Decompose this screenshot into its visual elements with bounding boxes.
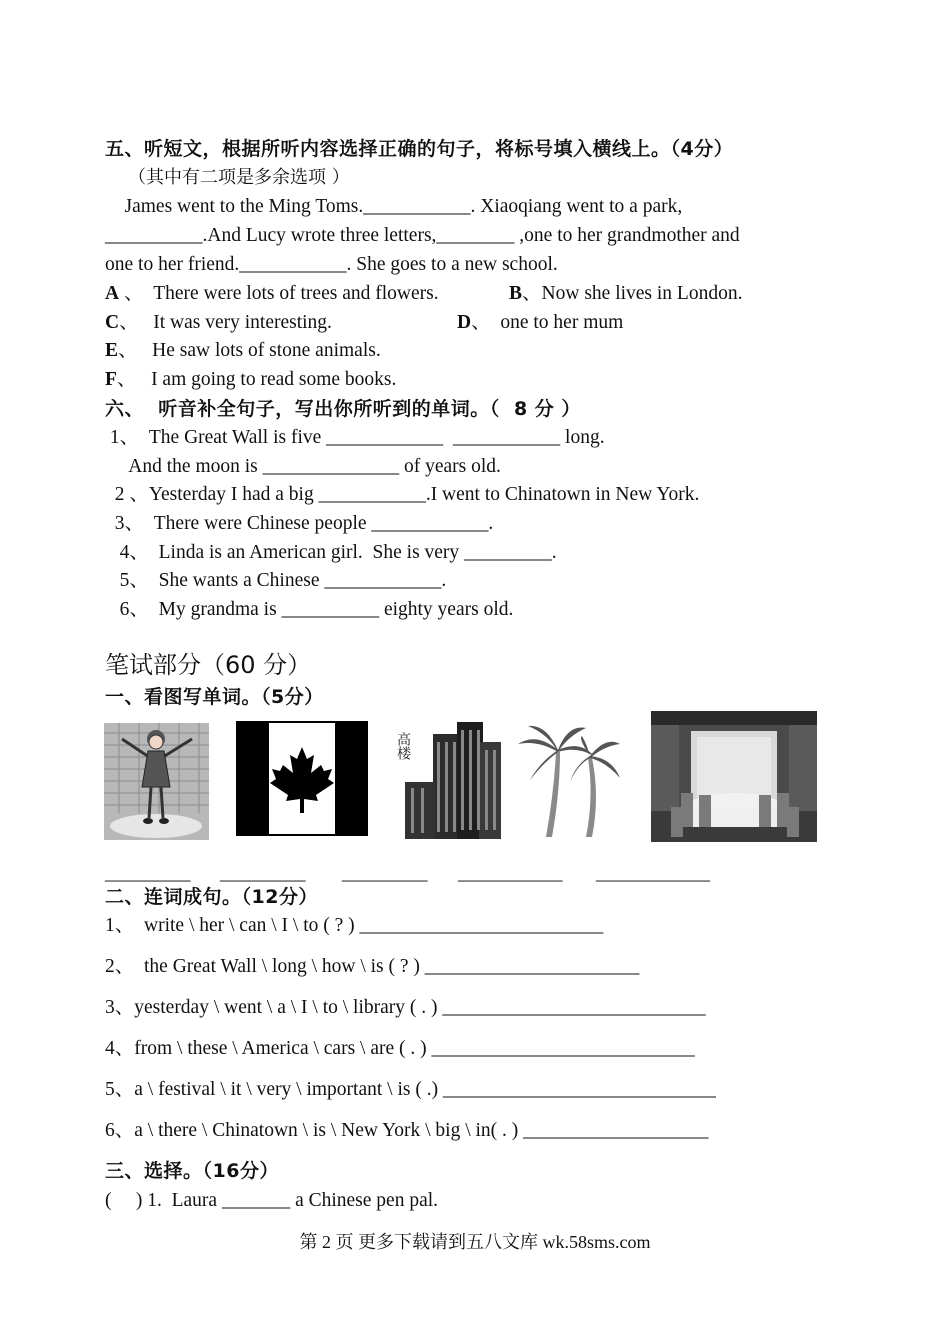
part2-item: 1、 write \ her \ can \ I \ to ( ? ) _________________________ — [105, 915, 604, 936]
part2-item: 4、from \ these \ America \ cars \ are ( . ) ___________________________ — [105, 1038, 695, 1059]
picture-answer-blank: _________ — [220, 863, 306, 884]
canada-flag-picture — [236, 721, 368, 836]
part3-item: ( ) 1. Laura _______ a Chinese pen pal. — [105, 1190, 439, 1211]
picture-answer-blank: ____________ — [596, 863, 710, 884]
section6-line: 2 、Yesterday I had a big ___________.I went to Chinatown in New York. — [105, 484, 700, 505]
section5-passage-line1: James went to the Ming Toms.___________. Xiaoqiang went to a park, — [105, 196, 683, 217]
section6-line: 3、 There were Chinese people ____________. — [105, 513, 494, 534]
part2-title: 二、连词成句。（12分） — [105, 886, 318, 908]
part1-title: 一、看图写单词。（5分） — [105, 686, 324, 708]
restaurant-picture — [651, 711, 817, 842]
section5-passage-line3: one to her friend.___________. She goes to a new school. — [105, 254, 558, 275]
section5-note: （其中有二项是多余选项 ） — [128, 167, 350, 188]
palm-trees-picture — [516, 722, 623, 839]
option-a: A 、 There were lots of trees and flowers. — [105, 283, 439, 304]
option-d: D、 one to her mum — [457, 312, 624, 333]
picture-answer-blank: _________ — [342, 863, 428, 884]
section6-line: 4、 Linda is an American girl. She is very _________. — [105, 542, 557, 563]
written-section-title: 笔试部分（60 分） — [105, 651, 312, 679]
option-e: E、 He saw lots of stone animals. — [105, 340, 381, 361]
option-f: F、 I am going to read some books. — [105, 369, 397, 390]
section5-passage-line2: __________.And Lucy wrote three letters,________ ,one to her grandmother and — [105, 225, 740, 246]
dancer-picture — [104, 723, 209, 840]
section6-line: 1、 The Great Wall is five ____________ ___________ long. — [105, 427, 605, 448]
part2-item: 3、yesterday \ went \ a \ I \ to \ library ( . ) ___________________________ — [105, 997, 706, 1018]
tall-buildings-picture — [395, 712, 503, 839]
option-b: B、Now she lives in London. — [509, 283, 743, 304]
section6-line: And the moon is ______________ of years old. — [105, 456, 501, 477]
part2-item: 2、 the Great Wall \ long \ how \ is ( ? ) ______________________ — [105, 956, 640, 977]
page-footer: 第 2 页 更多下载请到五八文库 wk.58sms.com — [299, 1232, 651, 1252]
part3-title: 三、选择。（16分） — [105, 1160, 279, 1182]
section6-title: 六、 听音补全句子，写出你所听到的单词。（ 8 分 ） — [105, 398, 581, 420]
section5-title: 五、听短文，根据所听内容选择正确的句子，将标号填入横线上。（4分） — [105, 138, 734, 160]
section6-line: 6、 My grandma is __________ eighty years old. — [105, 599, 514, 620]
part2-item: 5、a \ festival \ it \ very \ important \ is ( .) ____________________________ — [105, 1079, 716, 1100]
picture-answer-blank: ___________ — [458, 863, 563, 884]
part2-item: 6、a \ there \ Chinatown \ is \ New York \ big \ in( . ) ___________________ — [105, 1120, 709, 1141]
section6-line: 5、 She wants a Chinese ____________. — [105, 570, 447, 591]
picture-caption: 高楼 — [395, 732, 411, 760]
option-c: C、 It was very interesting. — [105, 312, 332, 333]
picture-answer-blank: _________ — [105, 863, 191, 884]
